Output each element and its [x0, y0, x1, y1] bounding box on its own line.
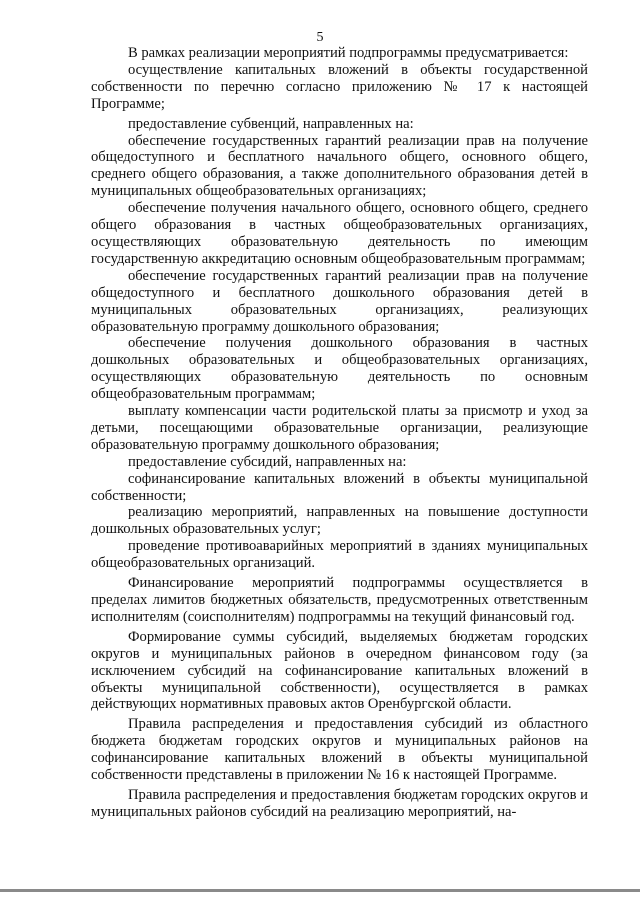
paragraph-financing: Финансирование мероприятий подпрограммы осуществляется в пределах лимитов бюджетных обязательств, предусмотренных ответственным исполнителям (соисполнителям) подпрограммы на текущий финансовый год. — [91, 575, 588, 625]
document-body — [91, 45, 588, 821]
paragraph-parental-fee-compensation: выплату компенсации части родительской платы за присмотр и уход за детьми, посещающими образовательные организации, реализующие образовательную программу дошкольного образования; — [91, 403, 588, 453]
paragraph-subsidies-heading: предоставление субсидий, направленных на: — [128, 453, 407, 470]
paragraph-private-preschool: обеспечение получения дошкольного образования в частных дошкольных образовательных и общеобразовательных организациях, осуществляющих образовательную деятельность по основным общеобразовательным программам; — [91, 335, 588, 403]
bottom-divider — [0, 889, 640, 892]
paragraph-subventions-heading: предоставление субвенций, направленных на: — [128, 115, 414, 132]
paragraph-preschool-accessibility: реализацию мероприятий, направленных на повышение доступности дошкольных образовательных услуг; — [91, 504, 588, 538]
paragraph-emergency-measures: проведение противоаварийных мероприятий в зданиях муниципальных общеобразовательных организаций. — [91, 538, 588, 572]
paragraph-preschool-guarantees: обеспечение государственных гарантий реализации прав на получение общедоступного и бесплатного дошкольного образования детей в муниципальных образовательных организациях, реализующих образовательную программу дошкольного образования; — [91, 267, 588, 335]
page-number: 5 — [316, 30, 324, 45]
paragraph-private-general-education: обеспечение получения начального общего, основного общего, среднего общего образования в частных общеобразовательных организациях, осуществляющих образовательную деятельность по имеющим государственную аккредитацию основным общеобразовательным программам; — [91, 200, 588, 267]
paragraph-distribution-rules-16: Правила распределения и предоставления субсидий из областного бюджета бюджетам городских округов и муниципальных районов на софинансирование капитальных вложений в объекты муниципальной собственности представлены в приложении № 16 к настоящей Программе. — [91, 716, 588, 784]
paragraph-cofinancing: софинансирование капитальных вложений в объекты муниципальной собственности; — [91, 470, 588, 504]
paragraph-intro: В рамках реализации мероприятий подпрограммы предусматривается: — [128, 45, 569, 61]
paragraph-general-education-guarantees: обеспечение государственных гарантий реализации прав на получение общедоступного и бесплатного начального общего, основного общего, среднего общего образования, а также дополнительного образования детей в муниципальных общеобразовательных организациях; — [91, 132, 588, 200]
paragraph-subsidy-formation: Формирование суммы субсидий, выделяемых бюджетам городских округов и муниципальных районов в очередном финансовом году (за исключением субсидий на софинансирование капитальных вложений в объекты муниципальной собственности), осуществляется в рамках действующих нормативных правовых актов Оренбургской области. — [91, 628, 588, 713]
paragraph-capital-investments: осуществление капитальных вложений в объекты государственной собственности по перечню согласно приложению № 17 к настоящей Программе; — [91, 61, 588, 112]
paragraph-distribution-rules-continued: Правила распределения и предоставления бюджетам городских округов и муниципальных районов субсидий на реализацию мероприятий, на- — [91, 786, 588, 820]
